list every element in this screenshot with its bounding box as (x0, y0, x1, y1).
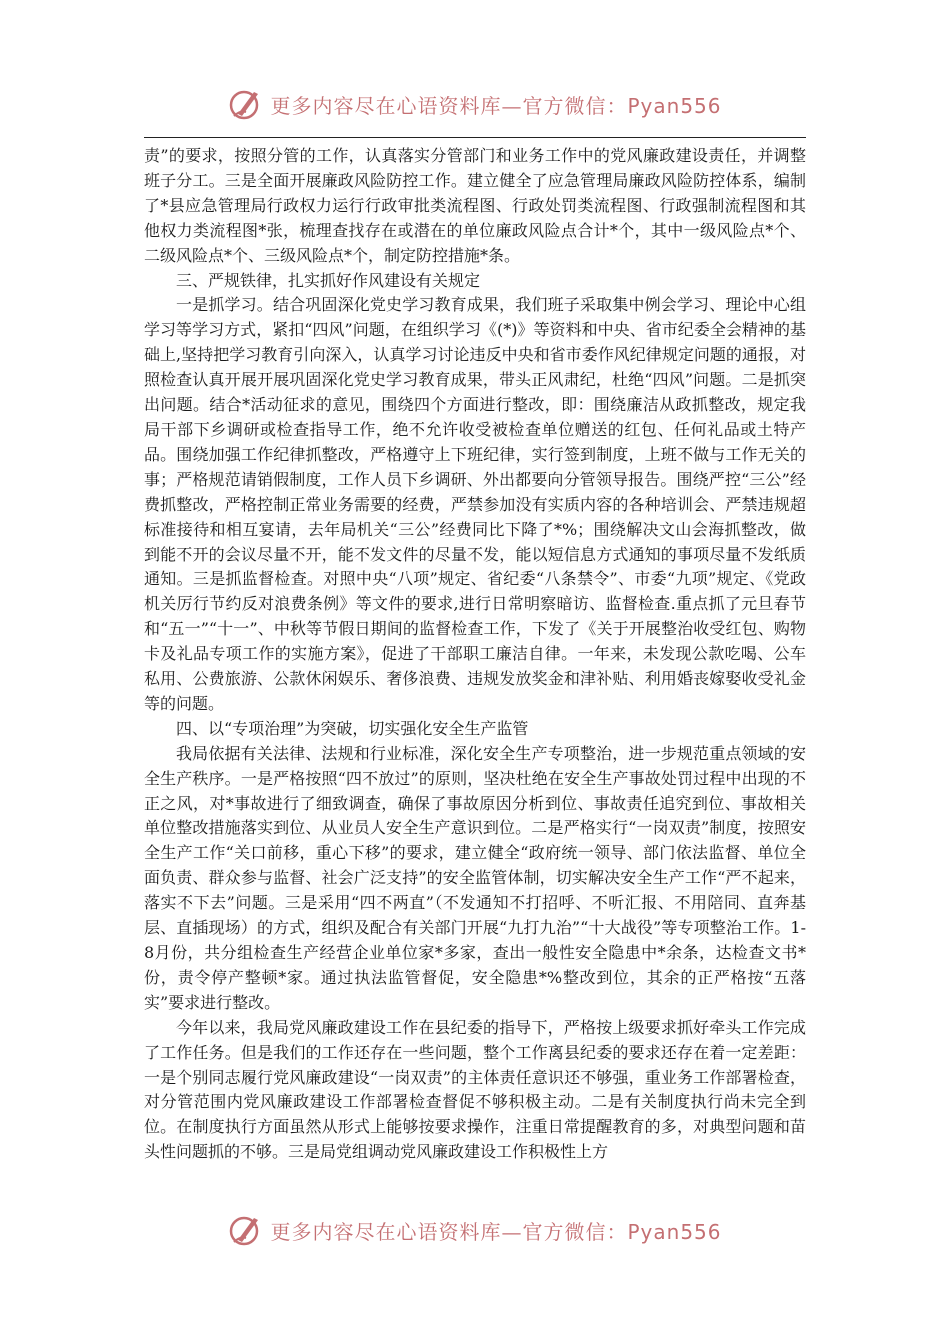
paragraph-summary: 今年以来，我局党风廉政建设工作在县纪委的指导下，严格按上级要求抓好牵头工作完成了工作任务。但是我们的工作还存在一些问题，整个工作离县纪委的要求还存在着一定差距：一是个别同志履行党风廉政建设“一岗双责”的主体责任意识还不够强，重业务工作部署检查，对分管范围内党风廉政建设工作部署检查督促不够积极主动。二是有关制度执行尚未完全到位。在制度执行方面虽然从形式上能够按要求操作，注重日常提醒教育的多，对典型问题和苗头性问题抓的不够。三是局党组调动党风廉政建设工作积极性上方 (144, 1017, 806, 1162)
quill-logo-icon (228, 86, 264, 122)
header-watermark (0, 82, 950, 126)
paragraph-safety: 我局依据有关法律、法规和行业标准，深化安全生产专项整治，进一步规范重点领域的安全生产秩序。一是严格按照“四不放过”的原则，坚决杜绝在安全生产事故处罚过程中出现的不正之风，对*事故进行了细致调查，确保了事故原因分析到位、事故责任追究到位、事故相关单位整改措施落实到位、从业员人安全生产意识到位。二是严格实行“一岗双责”制度，按照安全生产工作“关口前移，重心下移”的要求，建立健全“政府统一领导、部门依法监督、单位全面负责、群众参与监督、社会广泛支持”的安全监管体制，切实解决安全生产工作“严不起来，落实不下去”问题。三是采用“四不两直”（不发通知不打招呼、不听汇报、不用陪同、直奔基层、直插现场）的方式，组织及配合有关部门开展“九打九治”“十大战役”等专项整治工作。1-8月份，共分组检查生产经营企业单位家*多家，查出一般性安全隐患中*余条，达检查文书*份，责令停产整顿*家。通过执法监管督促，安全隐患*%整改到位，其余的正严格按“五落实”要求进行整改。 (144, 743, 806, 1012)
header-rule (144, 137, 806, 138)
header-wechat-id: Pyan556 (627, 93, 722, 118)
footer-watermark-text: 更多内容尽在心语资料库—官方微信：Pyan556 (270, 1219, 722, 1244)
quill-logo-icon (228, 1212, 264, 1248)
section-heading-4: 四、以“专项治理”为突破，切实强化安全生产监管 (176, 718, 529, 738)
section-heading-3: 三、严规铁律，扎实抓好作风建设有关规定 (176, 270, 481, 290)
footer-wechat-id: Pyan556 (627, 1219, 722, 1244)
paragraph-study: 一是抓学习。结合巩固深化党史学习教育成果，我们班子采取集中例会学习、理论中心组学习等学习方式，紧扣“四风”问题，在组织学习《(*)》等资料和中央、省市纪委全会精神的基础上,坚持把学习教育引向深入，认真学习讨论违反中央和省市委作风纪律规定问题的通报，对照检查认真开展开展巩固深化党史学习教育成果，带头正风肃纪，杜绝“四风”问题。二是抓突出问题。结合*活动征求的意见，围绕四个方面进行整改，即：围绕廉洁从政抓整改，规定我局干部下乡调研或检查指导工作，绝不允许收受被检查单位赠送的红包、任何礼品或土特产品。围绕加强工作纪律抓整改，严格遵守上下班纪律，实行签到制度，上班不做与工作无关的事；严格规范请销假制度，工作人员下乡调研、外出都要向分管领导报告。围绕严控“三公”经费抓整改，严格控制正常业务需要的经费，严禁参加没有实质内容的各种培训会、严禁违规超标准接待和相互宴请，去年局机关“三公”经费同比下降了*%；围绕解决文山会海抓整改，做到能不开的会议尽量不开，能不发文件的尽量不发，能以短信息方式通知的事项尽量不发纸质通知。三是抓监督检查。对照中央“八项”规定、省纪委“八条禁令”、市委“九项”规定、《党政机关厉行节约反对浪费条例》等文件的要求,进行日常明察暗访、监督检查.重点抓了元旦春节和“五一”“十一”、中秋等节假日期间的监督检查工作，下发了《关于开展整治收受红包、购物卡及礼品专项工作的实施方案》，促进了干部职工廉洁自律。一年来，未发现公款吃喝、公车私用、公费旅游、公款休闲娱乐、奢侈浪费、违规发放奖金和津补贴、利用婚丧嫁娶收受礼金等的问题。 (144, 295, 806, 713)
header-watermark-text: 更多内容尽在心语资料库—官方微信：Pyan556 (270, 93, 722, 118)
footer-watermark (0, 1208, 950, 1252)
paragraph-continuation: 责”的要求，按照分管的工作，认真落实分管部门和业务工作中的党风廉政建设责任，并调整班子分工。三是全面开展廉政风险防控工作。建立健全了应急管理局廉政风险防控体系，编制了*县应急管理局行政权力运行行政审批类流程图、行政处罚类流程图、行政强制流程图和其他权力类流程图*张，梳理查找存在或潜在的单位廉政风险点合计*个，其中一级风险点*个、二级风险点*个、三级风险点*个，制定防控措施*条。 (144, 146, 806, 265)
document-body (144, 144, 806, 1165)
